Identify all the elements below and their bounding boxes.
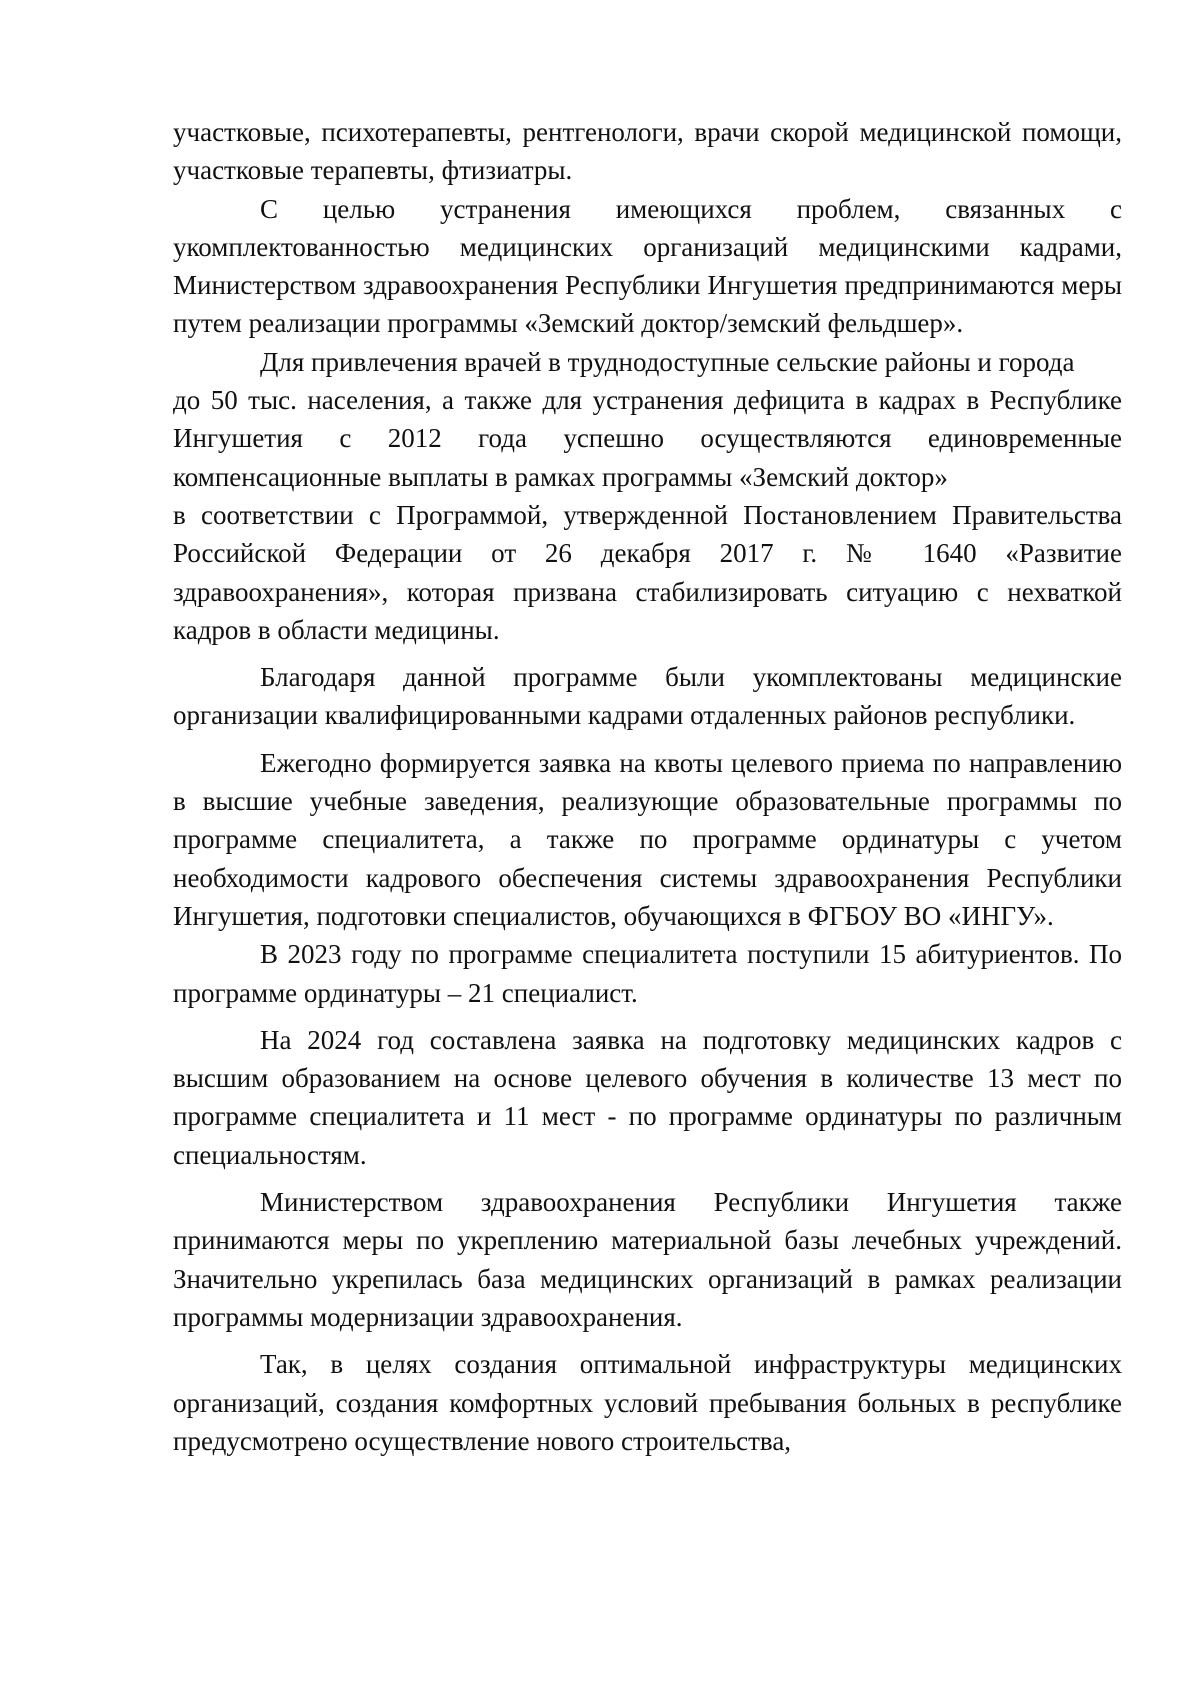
paragraph-staffing-program: С целью устранения имеющихся проблем, связанных с укомплектованностью медицинских организаций медицинскими кадрами, Министерством здравоохранения Республики Ингушетия предпринимаются меры путем реализации программы «Земский доктор/земский фельдшер». [173,193,1122,339]
paragraph-target-admission: Ежегодно формируется заявка на квоты целевого приема по направлению в высшие учебные заведения, реализующие образовательные программы по программе специалитета, а также по программе ординатуры с учетом необходимости кадрового обеспечения системы здравоохранения Республики Ингушетия, подготовки специалистов, обучающихся в ФГБОУ ВО «ИНГУ». [173,747,1122,931]
paragraph-continuation: участковые, психотерапевты, рентгенологи, врачи скорой медицинской помощи, участковые терапевты, фтизиатры. [173,117,1122,186]
document-body [173,113,1122,1460]
paragraph-material-base: Министерством здравоохранения Республики Ингушетия также принимаются меры по укреплению материальной базы лечебных учреждений. Значительно укрепилась база медицинских организаций в рамках реализации программы модернизации здравоохранения. [173,1187,1122,1332]
paragraph-program-results: Благодаря данной программе были укомплектованы медицинские организации квалифицированными кадрами отдаленных районов республики. [173,662,1122,731]
paragraph-infrastructure: Так, в целях создания оптимальной инфраструктуры медицинских организаций, создания комфортных условий пребывания больных в республике предусмотрено осуществление нового строительства, [173,1349,1122,1456]
paragraph-2024-application: На 2024 год составлена заявка на подготовку медицинских кадров с высшим образованием на основе целевого обучения в количестве 13 мест по программе специалитета и 11 мест - по программе ординатуры по различным специальностям. [173,1024,1122,1170]
paragraph-government-program: в соответствии с Программой, утвержденной Постановлением Правительства Российской Федерации от 26 декабря 2017 г. № 1640 «Развитие здравоохранения», которая призвана стабилизировать ситуацию с нехваткой кадров в области медицины. [173,499,1122,645]
paragraph-compensation-payments: до 50 тыс. населения, а также для устранения дефицита в кадрах в Республике Ингушетия с 2012 года успешно осуществляются единовременные компенсационные выплаты в рамках программы «Земский доктор» [173,385,1122,492]
paragraph-attracting-doctors: Для привлечения врачей в труднодоступные сельские районы и города [260,346,1075,377]
paragraph-2023-admissions: В 2023 году по программе специалитета поступили 15 абитуриентов. По программе ординатуры – 21 специалист. [173,939,1122,1008]
